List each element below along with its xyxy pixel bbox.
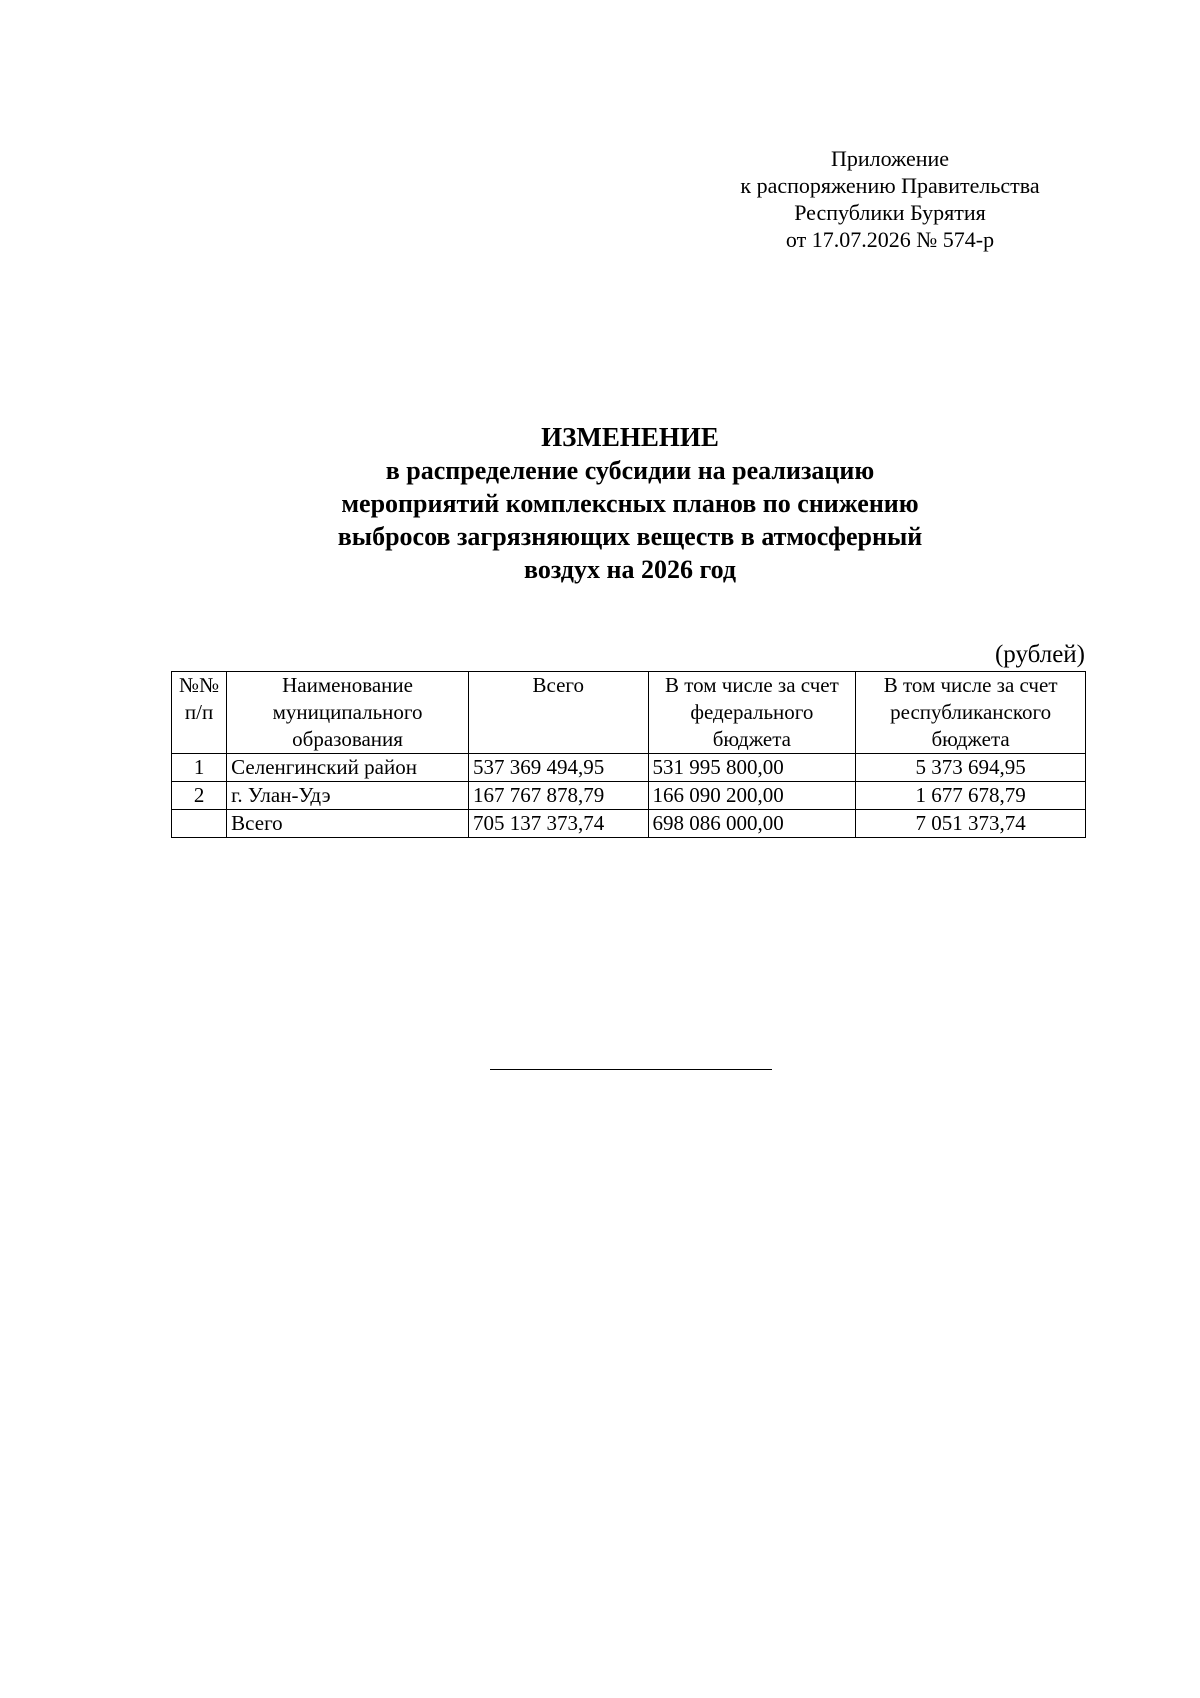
row-total: 537 369 494,95: [468, 754, 648, 782]
header-republic: В том числе за счет республиканского бюджета: [856, 672, 1086, 754]
header-total: Всего: [468, 672, 648, 754]
appendix-date-number: от 17.07.2026 № 574-р: [785, 227, 995, 252]
units-label: (рублей): [994, 641, 1085, 668]
row-republic: 5 373 694,95: [856, 754, 1086, 782]
appendix-note: [700, 145, 1080, 253]
appendix-line: Республики Бурятия: [794, 200, 986, 225]
appendix-line: Приложение: [830, 146, 950, 171]
row-total: 705 137 373,74: [468, 810, 648, 838]
table-header-row: [172, 672, 1086, 754]
appendix-line: к распоряжению Правительства: [740, 173, 1040, 198]
title-line: в распределение субсидии на реализацию: [385, 456, 875, 485]
document-title: [150, 421, 1110, 586]
title-line: выбросов загрязняющих веществ в атмосферный: [337, 522, 923, 551]
header-number: №№ п/п: [172, 672, 227, 754]
title-heading: ИЗМЕНЕНИЕ: [541, 422, 719, 452]
closing-separator-line: [490, 1069, 772, 1070]
distribution-table: [171, 671, 1086, 838]
row-total: 167 767 878,79: [468, 782, 648, 810]
table-row: [172, 782, 1086, 810]
table-total-row: [172, 810, 1086, 838]
row-municipality: Всего: [227, 810, 469, 838]
row-index: 1: [172, 754, 227, 782]
row-republic: 7 051 373,74: [856, 810, 1086, 838]
table-row: [172, 754, 1086, 782]
row-index: 2: [172, 782, 227, 810]
title-line: воздух на 2026 год: [523, 555, 737, 584]
row-municipality: г. Улан-Удэ: [227, 782, 469, 810]
header-municipality: Наименование муниципального образования: [227, 672, 469, 754]
row-republic: 1 677 678,79: [856, 782, 1086, 810]
header-federal: В том числе за счет федерального бюджета: [648, 672, 856, 754]
title-line: мероприятий комплексных планов по снижению: [341, 489, 919, 518]
row-municipality: Селенгинский район: [227, 754, 469, 782]
row-federal: 698 086 000,00: [648, 810, 856, 838]
row-federal: 166 090 200,00: [648, 782, 856, 810]
row-federal: 531 995 800,00: [648, 754, 856, 782]
row-index: [172, 810, 227, 838]
